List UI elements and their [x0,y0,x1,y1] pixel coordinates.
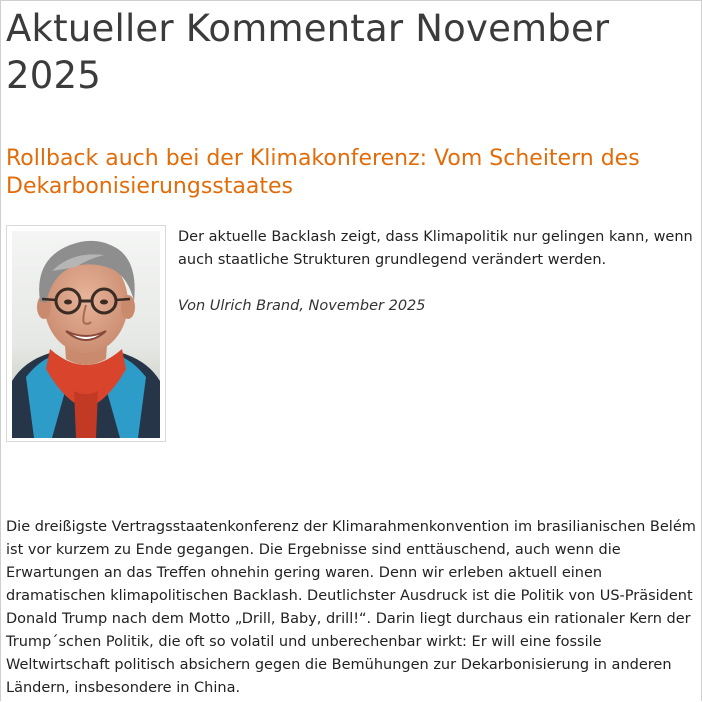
article-body: Die dreißigste Vertragsstaatenkonferenz der Klimarahmenkonvention im brasilianischen Belém ist vor kurzem zu Ende gegangen. Die Ergebnisse sind enttäuschend, auch wenn die Erwartungen an das Treffen ohnehin gering waren. Denn wir erleben aktuell einen dramatischen klimapolitischen Backlash. Deutlichster Ausdruck ist die Politik von US-Präsident Donald Trump nach dem Motto „Drill, Baby, drill!“. Darin liegt durchaus ein rationaler Kern der Trump´schen Politik, die oft so volatil und unberechenbar wirkt: Er will eine fossile Weltwirtschaft politisch absichern gegen die Bemühungen zur Dekarbonisierung in anderen Ländern, insbesondere in China. [6,519,696,696]
page-title: Aktueller Kommentar November 2025 [6,7,610,97]
author-photo [6,225,166,442]
article-teaser: Der aktuelle Backlash zeigt, dass Klimapolitik nur gelingen kann, wenn auch staatliche Strukturen grundlegend verändert werden. [178,229,693,268]
article-byline: Von Ulrich Brand, November 2025 [178,298,426,314]
article-title[interactable]: Rollback auch bei der Klimakonferenz: Vom Scheitern des Dekarbonisierungsstaates [6,146,640,199]
author-portrait-icon [12,231,160,438]
